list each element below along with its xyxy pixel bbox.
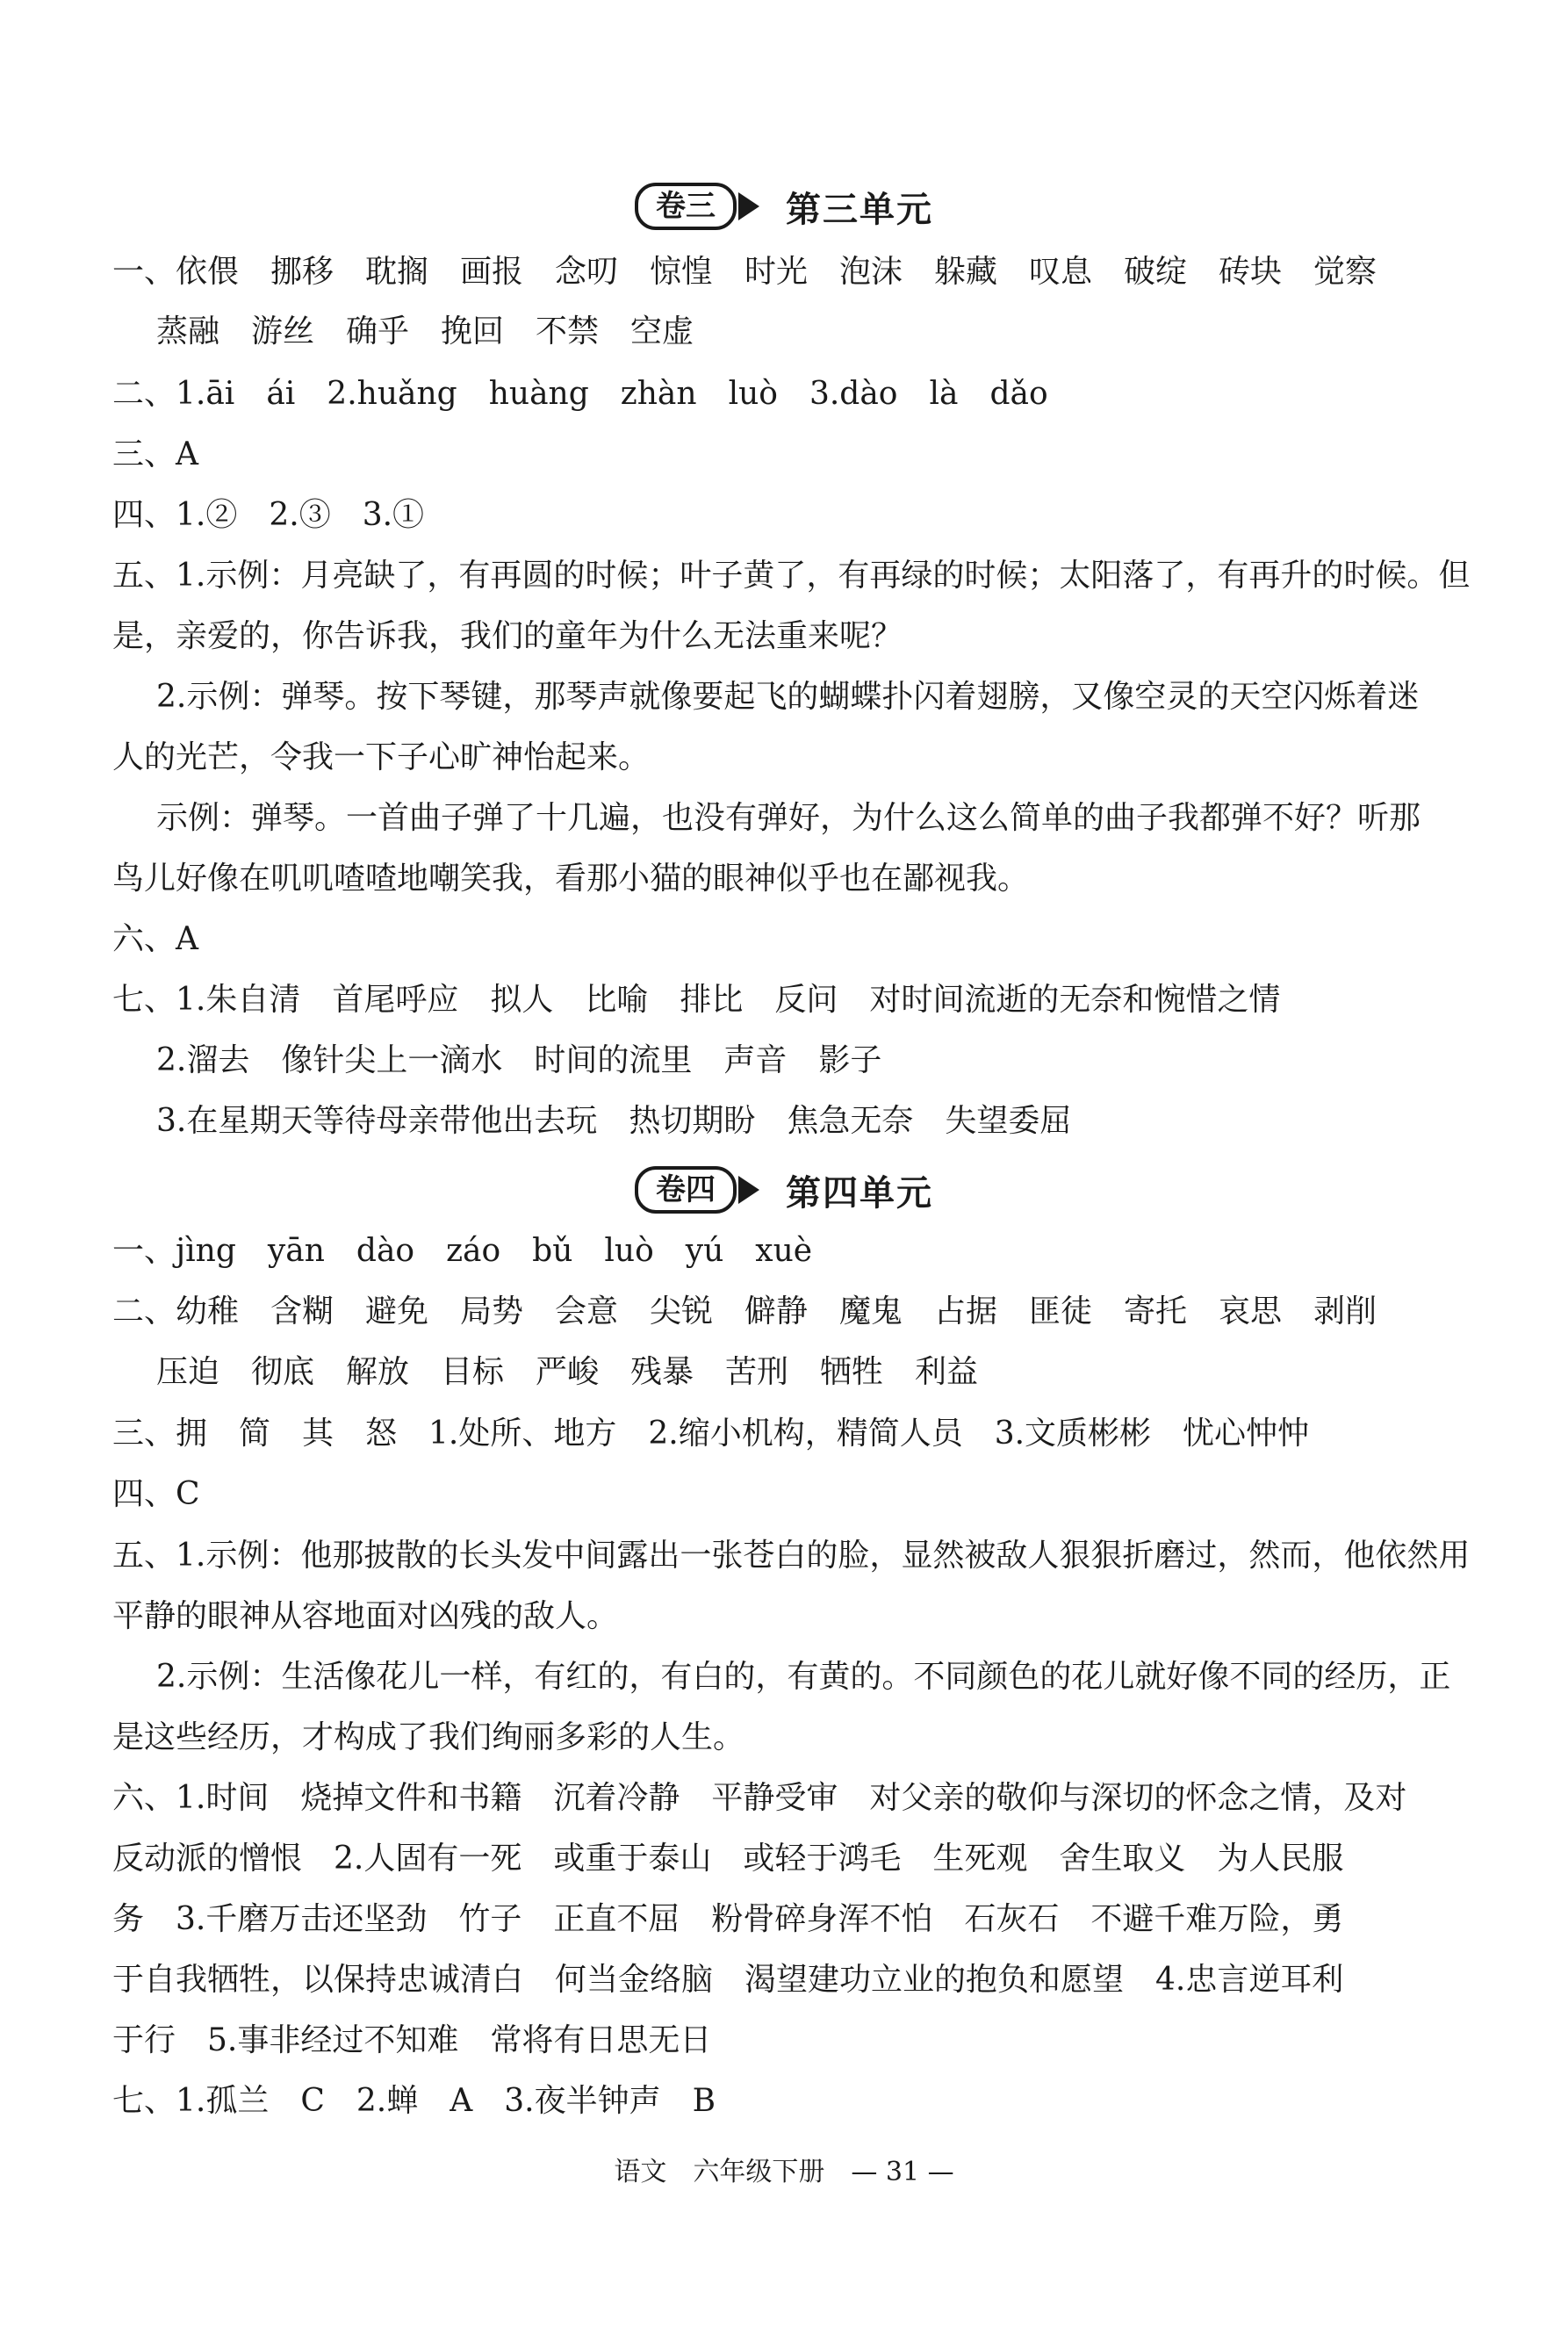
unit4-line-14: 于行 5.事非经过不知难 常将有日思无日: [112, 2022, 712, 2058]
unit3-heading: [0, 176, 1568, 237]
unit3-badge: 卷三: [635, 183, 737, 230]
unit4-heading: [0, 1159, 1568, 1221]
unit3-line-6: 五、1.示例：月亮缺了，有再圆的时候；叶子黄了，有再绿的时候；太阳落了，有再升的时候。但: [112, 558, 1471, 594]
unit3-line-3: 二、1.āi ái 2.huǎng huàng zhàn luò 3.dào là dǎo: [112, 376, 1048, 412]
unit3-line-1: 一、依偎 挪移 耽搁 画报 念叨 惊惶 时光 泡沫 躲藏 叹息 破绽 砖块 觉察: [112, 254, 1377, 290]
unit4-line-9: 是这些经历，才构成了我们绚丽多彩的人生。: [112, 1719, 745, 1755]
arrow-icon: [738, 1176, 759, 1204]
unit3-line-12: 六、A: [112, 921, 198, 957]
arrow-icon: [738, 192, 759, 220]
unit4-line-8: 2.示例：生活像花儿一样，有红的，有白的，有黄的。不同颜色的花儿就好像不同的经历，正: [156, 1659, 1451, 1695]
unit3-line-2: 蒸融 游丝 确乎 挽回 不禁 空虚: [156, 313, 694, 349]
unit4-line-12: 务 3.千磨万击还坚劲 竹子 正直不屈 粉骨碎身浑不怕 石灰石 不避千难万险，勇: [112, 1901, 1344, 1937]
unit4-title: 第四单元: [786, 1171, 933, 1214]
unit4-line-15: 七、1.孤兰 C 2.蝉 A 3.夜半钟声 B: [112, 2083, 716, 2119]
unit3-line-5: 四、1.② 2.③ 3.①: [112, 497, 425, 533]
unit3-line-9: 人的光芒，令我一下子心旷神怡起来。: [112, 739, 651, 775]
unit4-line-13: 于自我牺牲，以保持忠诚清白 何当金络脑 渴望建功立业的抱负和愿望 4.忠言逆耳利: [112, 1962, 1344, 1998]
unit4-badge-marker: [635, 1166, 759, 1214]
unit4-line-5: 四、C: [112, 1476, 200, 1512]
unit4-line-2: 二、幼稚 含糊 避免 局势 会意 尖锐 僻静 魔鬼 占据 匪徒 寄托 哀思 剥削: [112, 1293, 1377, 1329]
unit4-line-4: 三、拥 简 其 怒 1.处所、地方 2.缩小机构，精简人员 3.文质彬彬 忧心忡忡: [112, 1416, 1310, 1452]
unit3-line-15: 3.在星期天等待母亲带他出去玩 热切期盼 焦急无奈 失望委屈: [156, 1103, 1072, 1139]
unit4-line-1: 一、jìng yān dào záo bǔ luò yú xuè: [112, 1233, 813, 1269]
unit3-line-11: 鸟儿好像在叽叽喳喳地嘲笑我，看那小猫的眼神似乎也在鄙视我。: [112, 861, 1030, 897]
unit3-line-10: 示例：弹琴。一首曲子弹了十几遍，也没有弹好，为什么这么简单的曲子我都弹不好？听那: [156, 800, 1421, 836]
unit3-line-8: 2.示例：弹琴。按下琴键，那琴声就像要起飞的蝴蝶扑闪着翅膀，又像空灵的天空闪烁着迷: [156, 679, 1420, 715]
unit4-badge: 卷四: [635, 1166, 737, 1214]
page-footer: 语文 六年级下册 — 31 —: [614, 2157, 954, 2187]
unit3-title: 第三单元: [786, 188, 933, 230]
unit4-line-11: 反动派的憎恨 2.人固有一死 或重于泰山 或轻于鸿毛 生死观 舍生取义 为人民服: [112, 1841, 1344, 1877]
unit4-line-7: 平静的眼神从容地面对凶残的敌人。: [112, 1598, 619, 1634]
unit3-line-7: 是，亲爱的，你告诉我，我们的童年为什么无法重来呢？: [112, 618, 903, 654]
unit3-line-14: 2.溜去 像针尖上一滴水 时间的流里 声音 影子: [156, 1042, 882, 1078]
unit3-line-4: 三、A: [112, 436, 198, 472]
unit4-line-6: 五、1.示例：他那披散的长头发中间露出一张苍白的脸，显然被敌人狠狠折磨过，然而，他依然用: [112, 1538, 1471, 1574]
unit4-line-3: 压迫 彻底 解放 目标 严峻 残暴 苦刑 牺牲 利益: [156, 1354, 979, 1390]
unit3-line-13: 七、1.朱自清 首尾呼应 拟人 比喻 排比 反问 对时间流逝的无奈和惋惜之情: [112, 982, 1281, 1018]
unit4-line-10: 六、1.时间 烧掉文件和书籍 沉着冷静 平静受审 对父亲的敬仰与深切的怀念之情，及对: [112, 1780, 1407, 1816]
unit3-badge-marker: [635, 183, 759, 230]
